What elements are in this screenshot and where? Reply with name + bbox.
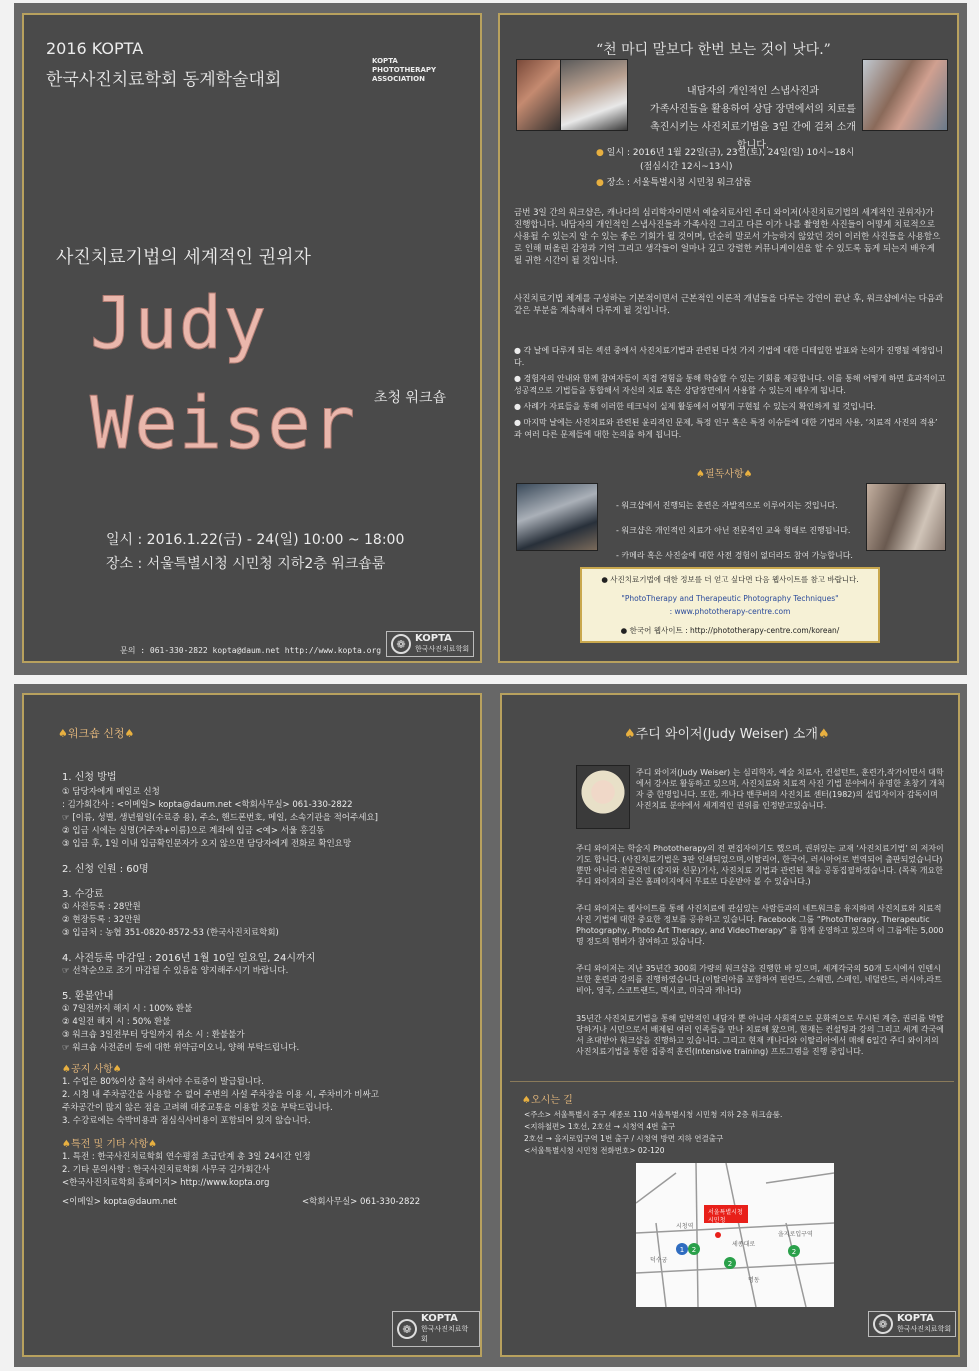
speaker-name: Judy Weiser <box>90 281 357 465</box>
list-item: 1. 수업은 80%이상 출석 하셔야 수료증이 발급됩니다. <box>62 1077 264 1087</box>
judy-weiser-photo <box>576 765 630 829</box>
list-item: - 카메라 혹은 사진술에 대한 사전 경험이 없더라도 참여 가능합니다. <box>616 551 853 560</box>
list-item: ● 사례가 자료들을 통해 이러한 테크닉이 실제 활동에서 어떻게 구현될 수 있는지 확인하게 될 것입니다. <box>514 402 876 411</box>
cover-contact: 문의 : 061-330-2822 kopta@daum.net http://www.kopta.org <box>120 646 382 655</box>
intro-quote: “천 마디 말보다 한번 보는 것이 낫다.” <box>596 42 831 58</box>
list-item: ① 사전등록 : 28만원 <box>62 902 141 912</box>
photo-workshop-1 <box>516 483 598 551</box>
kopta-logo: ❁ KOPTA 한국사진치료학회 <box>386 631 474 657</box>
directions-heading: ♠오시는 길 <box>522 1095 573 1106</box>
list-item: 2호선 → 을지로입구역 1번 출구 / 시청역 방면 지하 연결출구 <box>524 1134 724 1143</box>
section-divider <box>510 1081 954 1082</box>
list-item: ② 입금 시에는 실명(거주자+이름)으로 계좌에 입금 <예> 서울 홍길동 <box>62 826 325 836</box>
notice-heading: ♠공지 사항♠ <box>62 1064 122 1075</box>
workshop-label: 초청 워크숍 <box>374 390 447 406</box>
registration-heading: ♠워크숍 신청♠ <box>58 727 135 740</box>
list-item: 1. 특전 : 한국사진치료학회 연수평점 초급단계 총 3일 24시간 인정 <box>62 1152 311 1162</box>
list-item: ③ 입금처 : 농협 351-0820-8572-53 (한국사진치료학회) <box>62 928 279 938</box>
list-item: ☞ 워크숍 사전준비 등에 대한 위약금이오니, 양해 부탁드립니다. <box>62 1043 300 1053</box>
info-korean-link[interactable]: ● 한국어 웹사이트 : http://phototherapy-centre.com/korean/ <box>620 626 840 635</box>
photo-session-2 <box>862 59 948 131</box>
list-item: ● 마지막 날에는 사진치료와 관련된 윤리적인 문제, 특정 인구 혹은 특정 이슈들에 대한 기법의 사용, ‘치료적 사진의 적용’ 과 여러 다른 문제들에 대한 논의를 하게 됩니다. <box>514 418 938 439</box>
bottom-sheet <box>14 684 967 1367</box>
map-label: 명동 <box>748 1277 760 1284</box>
section-title: 5. 환불안내 <box>62 991 114 1002</box>
info-site-title: "PhotoTherapy and Therapeutic Photography Techniques" <box>621 594 839 603</box>
contact-row <box>62 1192 472 1210</box>
svg-text:2: 2 <box>727 1260 733 1268</box>
about-panel <box>500 693 960 1357</box>
map-label: 덕수궁 <box>650 1257 668 1264</box>
kopta-logo: ❁ KOPTA 한국사진치료학회 <box>392 1311 480 1347</box>
registration-body <box>62 771 472 1210</box>
association-label: KOPTA PHOTOTHERAPY ASSOCIATION <box>372 57 437 83</box>
about-paragraph-3: 주디 와이저는 웹사이트를 통해 사진치료에 관심있는 사람들과의 네트워크를 유지하며 사진치료와 치료적 사진 기법에 대한 중요한 정보를 공유하고 있습니다. Facebook 그룹 “PhotoTherapy, Therapeutic Photography, Photo Art Therapy, and VideoTherapy” 를 함께 운영하고 있으며 이 그룹에는 5,000명 정도의 멤버가 참여하고 있습니다. <box>576 904 944 946</box>
registration-panel <box>22 693 482 1357</box>
about-heading: ♠주디 와이저(Judy Weiser) 소개♠ <box>624 727 830 742</box>
section-title: 2. 신청 인원 : 60명 <box>62 864 149 875</box>
about-paragraph-2: 주디 와이저는 학술지 Phototherapy의 전 편집자이기도 했으며, 권위있는 교재 ‘사진치료기법’ 의 저자이기도 합니다. (사진치료기법은 3판 인쇄되었으며,이탈리어, 한국어, 러시아어로 번역되어 출판되었습니다) 뿐만 아니라 전문적인 (잡지와 신문)기사, 사진치료 기법과 관련된 책을 공동집필하였습니다. (목록 개요한 주디 와이저의 글은 홈페이지에서 무료로 다운받아 볼 수 있습니다.) <box>576 844 944 886</box>
svg-text:2: 2 <box>791 1248 797 1256</box>
list-item: <지하철편> 1호선, 2호선 → 시청역 4번 출구 <box>524 1122 676 1131</box>
list-item: ③ 입금 후, 1일 이내 입금확인문자가 오지 않으면 담당자에게 전화로 확인요망 <box>62 839 352 849</box>
info-line: ● 사진치료기법에 대한 정보를 더 얻고 싶다면 다음 웹사이트를 참고 바랍니다. <box>601 575 859 584</box>
list-item: 주차공간이 많지 않은 점을 고려해 대중교통을 이용할 것을 부탁드립니다. <box>62 1103 333 1113</box>
event-title: 한국사진치료학회 동계학술대회 <box>46 70 282 90</box>
intro-date-lunch: (점심시간 12시~13시) <box>640 162 733 172</box>
map-label: 서울특별시청 <box>708 1209 743 1216</box>
notice-list <box>616 493 853 568</box>
list-item: ③ 워크숍 3일전부터 당일까지 취소 시 : 환불불가 <box>62 1030 245 1040</box>
section-title: 4. 사전등록 마감일 : 2016년 1월 10일 일요일, 24시까지 <box>62 953 316 964</box>
cover-date: 일시 : 2016.1.22(금) - 24(일) 10:00 ~ 18:00 <box>106 532 405 548</box>
list-item: ② 현장등록 : 32만원 <box>62 915 141 925</box>
list-item: : 김가회간사 : <이메일> kopta@daum.net <학회사무실> 061-330-2822 <box>62 800 353 810</box>
about-paragraph-1: 주디 와이저(Judy Weiser) 는 심리학자, 예술 치료사, 컨설턴트, 훈련가,작가이면서 대학에서 강사로 활동하고 있으며, 사진치료와 치료적 사진 기법 분야에서 유명한 초창기 개척자 중 한명입니다. 또한, 캐나다 밴쿠버의 사진치료 센터(1982)의 설립자이자 감독이며 사진치료 분야에서 세계적인 권위를 인정받고있습니다. <box>636 768 945 810</box>
directions-list <box>524 1109 782 1157</box>
list-item: ① 7일전까지 해지 시 : 100% 환불 <box>62 1004 193 1014</box>
map-label: 세종대로 <box>732 1241 756 1248</box>
about-paragraph-4: 주디 와이저는 지난 35년간 300회 가량의 워크샵을 진행한 바 있으며, 세계각국의 50개 도시에서 인텐시브한 훈련과 강의를 진행하였습니다.(이탈리아를 포함하여 핀란드, 스웨덴, 스페인, 네덜란드, 러시아,라트비아, 영국, 스코트랜드, 멕시코, 미국과 캐나다) <box>576 964 942 995</box>
top-sheet <box>14 3 967 675</box>
map-label: 시민청 <box>708 1217 726 1224</box>
list-item: 3. 수강료에는 숙박비용과 점심식사비용이 포함되어 있지 않습니다. <box>62 1116 311 1126</box>
svg-text:2: 2 <box>691 1246 697 1254</box>
map-label: 을지로입구역 <box>778 1231 813 1238</box>
intro-place: ● 장소 : 서울특별시청 시민청 워크샵룸 <box>596 178 752 188</box>
list-item: - 워크샵에서 진행되는 훈련은 자발적으로 이루어지는 것입니다. <box>616 501 838 510</box>
list-item: ① 담당자에게 메일로 신청 <box>62 787 160 797</box>
svg-text:1: 1 <box>679 1246 685 1254</box>
kopta-logo-icon: ❁ <box>397 1319 417 1339</box>
list-item: 2. 시청 내 주차공간을 사용할 수 없어 주변의 사설 주차장을 이용 시, 주차비가 비싸고 <box>62 1090 379 1100</box>
email-text: <이메일> kopta@daum.net <box>62 1197 177 1207</box>
intro-lead: 내담자의 개인적인 스냅사진과 가족사진들을 활용하여 상담 장면에서의 치료를 촉진시키는 사진치료기법을 3일 간에 걸쳐 소개합니다. <box>650 86 856 151</box>
intro-date: ● 일시 : 2016년 1월 22일(금), 23일(토), 24일(일) 10시~18시 <box>596 148 855 158</box>
list-item: ☞ 선착순으로 조기 마감될 수 있음을 양지해주시기 바랍니다. <box>62 966 289 976</box>
intro-panel <box>498 13 959 663</box>
intro-paragraph-2: 사진치료기법 체계를 구성하는 기본적이면서 근본적인 이론적 개념들을 다루는 강연이 끝난 후, 워크샵에서는 다음과 같은 부분을 계속해서 다루게 될 것입니다. <box>514 294 944 316</box>
list-item: ● 경험자의 안내와 함께 참여자들이 직접 경험을 통해 학습할 수 있는 기회를 제공합니다. 이를 통해 어떻게 하면 효과적이고 성공적으로 기법들을 통합해서 자신의 치료 혹은 상담장면에서 사용할 수 있는지 배우게 됩니다. <box>514 374 946 395</box>
info-box <box>580 567 880 643</box>
section-title: 3. 수강료 <box>62 889 104 900</box>
cover-panel <box>22 13 482 663</box>
list-item: <한국사진치료학회 홈페이지> http://www.kopta.org <box>62 1178 270 1188</box>
location-map[interactable] <box>636 1163 834 1307</box>
list-item: <서울특별시청 시민청 전화번호> 02-120 <box>524 1146 665 1155</box>
kopta-logo-icon: ❁ <box>391 634 411 654</box>
info-site-link[interactable]: : www.phototherapy-centre.com <box>669 607 791 616</box>
perk-heading: ♠특전 및 기타 사항♠ <box>62 1139 158 1150</box>
cover-subtitle: 사진치료기법의 세계적인 권위자 <box>56 247 311 268</box>
photo-session-1 <box>560 59 628 131</box>
list-item: ☞ [이름, 성별, 생년월일(수료증 용), 주소, 핸드폰번호, 메일, 소속기관을 적어주세요] <box>62 813 378 823</box>
section-title: 1. 신청 방법 <box>62 772 117 783</box>
list-item: <주소> 서울특별시 중구 세종로 110 서울특별시청 시민청 지하 2층 워크숍룸. <box>524 1110 783 1119</box>
map-label: 시청역 <box>676 1223 694 1230</box>
kopta-logo-icon: ❁ <box>873 1314 893 1334</box>
office-phone-text: <학회사무실> 061-330-2822 <box>302 1197 421 1207</box>
list-item: ● 각 날에 다루게 되는 섹션 중에서 사진치료기법과 관련된 다섯 가지 기법에 대한 디테일한 발표와 논의가 진행될 예정입니다. <box>514 346 943 367</box>
cover-place: 장소 : 서울특별시청 시민청 지하2층 워크숍룸 <box>106 556 386 572</box>
intro-paragraph-1: 금번 3일 간의 워크샵은, 캐나다의 심리학자이면서 예술치료사인 주디 와이저(사진치료기법의 세계적인 권위자)가 진행합니다. 내담자의 개인적인 스냅사진들과 가족사진 그리고 다른 이가 나를 촬영한 사진들이 어떻게 치료적으로 사용될 수 있는지 알 수 있는 좋은 기회가 될 것이며, 단순히 말로서 가능하지 않았던 것이 이러한 사진들을 사용함으로 인해 떠올린 감정과 기억 그리고 생각들이 얼마나 깊고 강렬한 커뮤니케이션을 할 수 있도록 돕게 되는지 배우게 될 귀한 시간이 될 것입니다. <box>514 208 941 266</box>
photo-workshop-2 <box>866 483 946 551</box>
list-item: - 워크샵은 개인적인 치료가 아닌 전문적인 교육 형태로 진행됩니다. <box>616 526 851 535</box>
list-item: ② 4일전 해지 시 : 50% 환불 <box>62 1017 171 1027</box>
kopta-logo: ❁ KOPTA 한국사진치료학회 <box>868 1311 956 1337</box>
intro-bullet-list <box>514 345 946 441</box>
event-year: 2016 KOPTA <box>46 39 144 58</box>
list-item: 2. 기타 문의사항 : 한국사진치료학회 사무국 김가회간사 <box>62 1165 270 1175</box>
about-paragraph-5: 35년간 사진치료기법을 통해 일반적인 내담자 뿐 아니라 사회적으로 문화적으로 무시된 계층, 권리를 박탈당하거나 시민으로서 배제된 여러 인족들을 만나 치료해 왔으며, 현재는 컨설팅과 강의 그리고 세계 각국에서 초대받아 워크샵을 진행하고 있습니다. 그리고 현재 캐나다와 이탈리아에서 매해 6일간 주디 와이저의 사진치료기법을 통한 집중적 훈련(Intensive training) 프로그램을 진행 중입니다. <box>576 1014 944 1056</box>
notice-heading: ♠필독사항♠ <box>696 469 753 480</box>
